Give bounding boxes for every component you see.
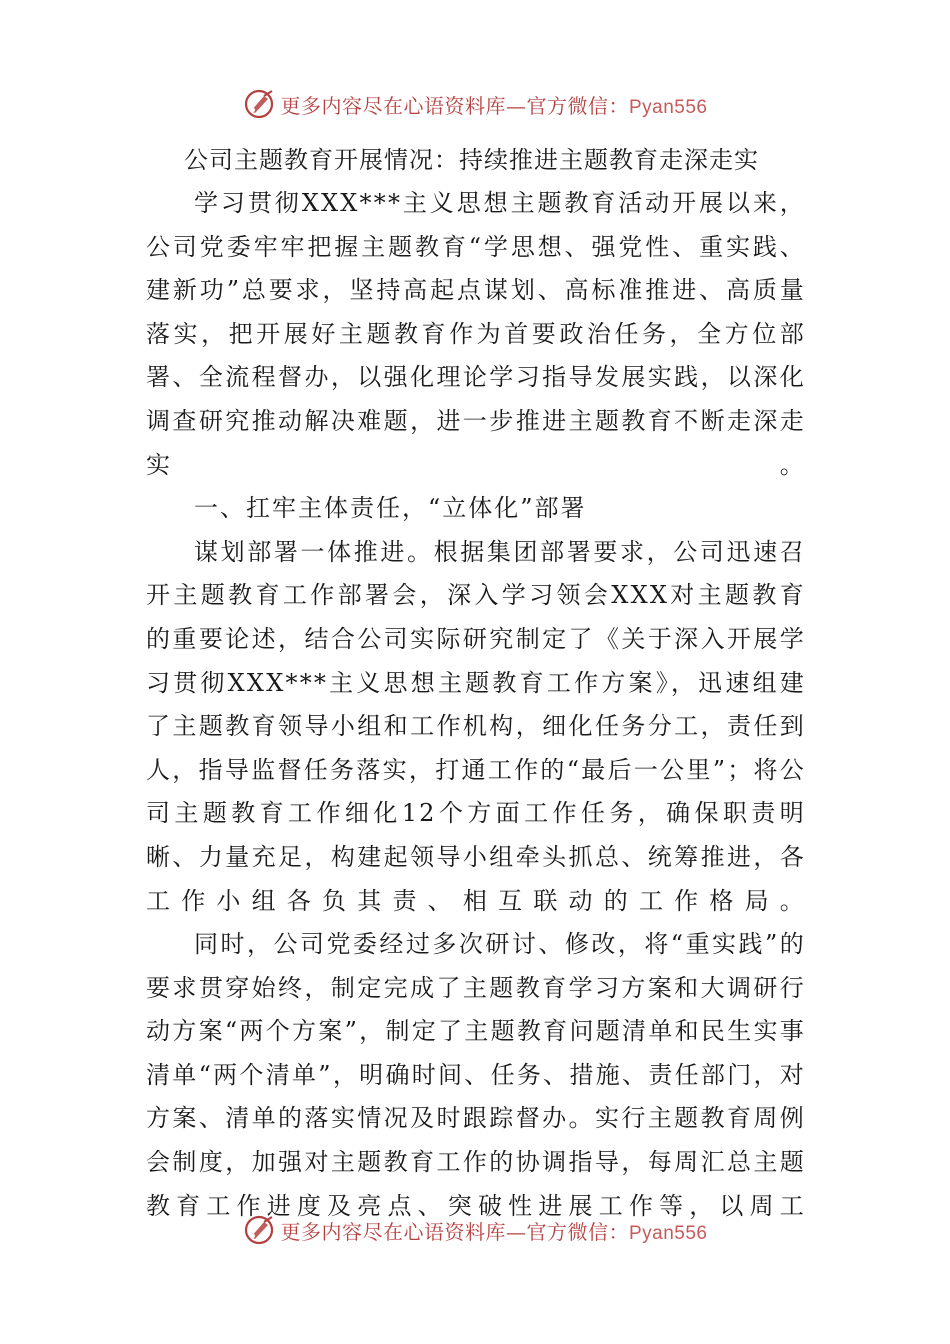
banner-text: 更多内容尽在心语资料库—官方微信：Pyan556 [280, 93, 708, 118]
footer-watermark-banner [0, 1210, 950, 1250]
wechat-id: Pyan556 [628, 1222, 708, 1244]
section-heading-1: 一、扛牢主体责任，“立体化”部署 [194, 494, 587, 523]
banner-text: 更多内容尽在心语资料库—官方微信：Pyan556 [280, 1219, 708, 1244]
document-body [146, 138, 806, 1228]
quill-seal-icon [242, 1213, 276, 1247]
document-title: 公司主题教育开展情况：持续推进主题教育走深走实 [184, 146, 759, 174]
paragraph-planning: 谋划部署一体推进。根据集团部署要求，公司迅速召开主题教育工作部署会，深入学习领会XXX对主题教育的重要论述，结合公司实际研究制定了《关于深入开展学习贯彻XXX***主义思想主题教育工作方案》，迅速组建了主题教育领导小组和工作机构，细化任务分工，责任到人，指导监督任务落实，打通工作的“最后一公里”；将公司主题教育工作细化12个方面工作任务，确保职责明晰、力量充足，构建起领导小组牵头抓总、统筹推进，各工作小组各负其责、相互联动的工作格局。 [146, 537, 806, 915]
intro-paragraph: 学习贯彻XXX***主义思想主题教育活动开展以来，公司党委牢牢把握主题教育“学思想、强党性、重实践、建新功”总要求，坚持高起点谋划、高标准推进、高质量落实，把开展好主题教育作为首要政治任务，全方位部署、全流程督办，以强化理论学习指导发展实践，以深化调查研究推动解决难题，进一步推进主题教育不断走深走实。 [146, 189, 806, 479]
wechat-id: Pyan556 [628, 96, 708, 118]
header-watermark-banner [0, 84, 950, 124]
quill-seal-icon [242, 87, 276, 121]
paragraph-meanwhile: 同时，公司党委经过多次研讨、修改，将“重实践”的要求贯穿始终，制定完成了主题教育学习方案和大调研行动方案“两个方案”，制定了主题教育问题清单和民生实事清单“两个清单”，明确时间、任务、措施、责任部门，对方案、清单的落实情况及时跟踪督办。实行主题教育周例会制度，加强对主题教育工作的协调指导，每周汇总主题教育工作进度及亮点、突破性进展工作等，以周工 [146, 930, 806, 1220]
